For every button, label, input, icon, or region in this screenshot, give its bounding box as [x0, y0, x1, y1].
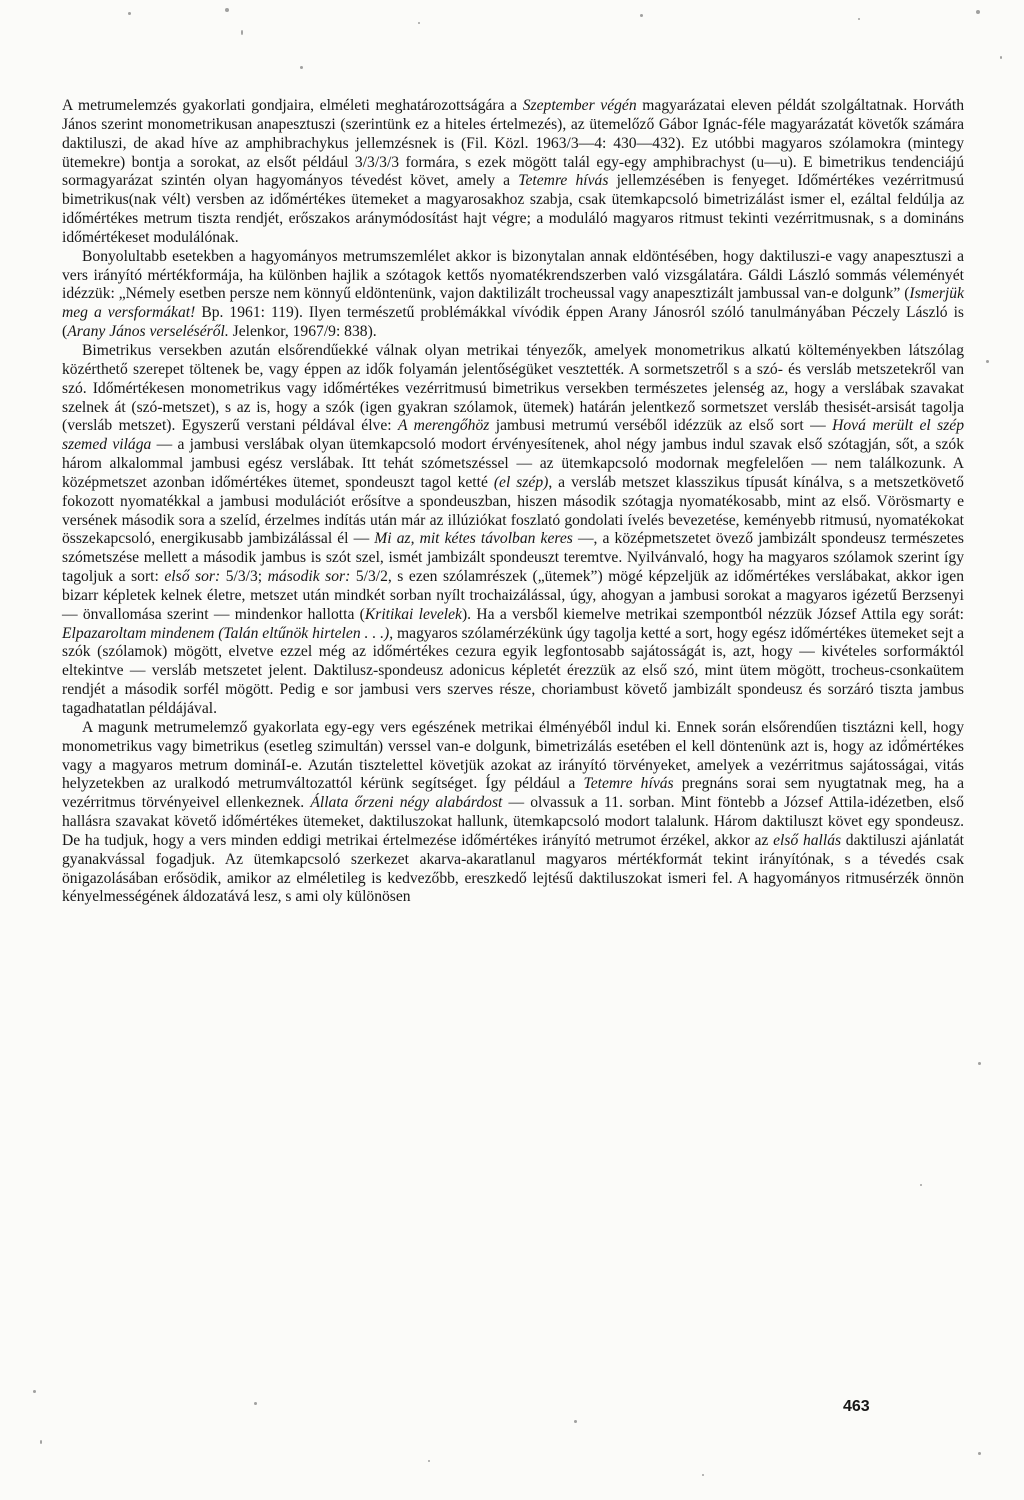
article-body: [62, 97, 964, 907]
scan-speckle: [33, 1390, 36, 1393]
text-run: —, a középmetszetet övező jambizált spondeusz természetes szómetszése mellett a második jambus is szót szel, ismét jambizált spondeuszt teremtve. Nyilvánvaló, hogy ha magyaros szólamok szerint így tagoljuk a sort:: [62, 530, 965, 586]
italic-text: Hová merült el szép szemed világa: [62, 417, 965, 454]
scan-speckle: [300, 66, 303, 69]
text-run: — a jambusi verslábak olyan ütemkapcsoló modort érvényesítenek, ahol négy jambus indul szavak első szótagján, sőt, a szók három alkalommal jambusi egész verslábak. Itt tehát szómetszéssel — az ütemkapcsoló modornak megfelelően — nem találkozunk. A középmetszet azonban időmértékes ütemet, spondeuszt tagol ketté: [62, 436, 964, 491]
scan-speckle: [40, 1440, 42, 1444]
scan-speckle: [128, 12, 131, 15]
scan-speckle: [978, 1062, 981, 1065]
scan-speckle: [920, 1184, 922, 1186]
paragraph: [62, 342, 964, 719]
scan-speckle: [241, 30, 243, 35]
paragraph: [62, 97, 964, 248]
scan-speckle: [428, 1460, 430, 1462]
scan-speckle: [1000, 56, 1002, 59]
scan-speckle: [254, 1402, 257, 1405]
text-run: ). Ha a versből kiemelve metrikai szempontból nézzük József Attila egy sorát:: [461, 605, 965, 623]
italic-text: Tetemre hívás: [583, 775, 674, 793]
scan-speckle: [858, 18, 860, 20]
italic-text: Mi az, mit kétes távolban keres: [374, 530, 573, 548]
scan-speckle: [978, 1452, 981, 1455]
page-number: 463: [843, 1398, 870, 1415]
text-run: 5/3/3;: [220, 568, 268, 586]
text-run: Bonyolultabb esetekben a hagyományos metrumszemlélet akkor is bizonytalan annak eldöntésében, hogy daktiluszi-e vagy anapesztuszi a vers irányító mértékformája, ha különben hajlik a szótagok kettős nyomatékrendszerben való vizsgálatára. Gáldi László sommás véleményét idézzük: „Némely esetben persze nem könnyű eldöntenünk, vajon daktilizált trocheussal vagy anapesztizált jambussal van-e dolgunk” (: [62, 247, 964, 303]
scan-speckle: [702, 1474, 704, 1476]
italic-text: Állata őrzeni négy alabárdost: [310, 794, 503, 812]
text-run: A metrumelemzés gyakorlati gondjaira, elméleti meghatározottságára a: [62, 97, 523, 114]
italic-text: A merengőhöz: [398, 417, 490, 435]
text-run: Bimetrikus versekben azután elsőrendűekké válnak olyan metrikai tényezők, amelyek monometrikus alkatú költeményekben látszólag közérthető szerepet töltenek be, vagy éppen az idők folyamán jelentőségüket vesztették. A sormetszetről s a szó- és versláb metszetekről van szó. Időmértékesen monometrikus vagy időmértékes vezérritmusú bimetrikus versekben természetes jelenség az, hogy a verslábak szavakat szelnek át (szó-metszet), s az is, hogy a szók (igen gyakran szólamok, ütemek) határán jelentkező sormetszet versláb thesisét-arsisát tagolja (versláb metszet). Egyszerű verstani példával élve:: [62, 341, 964, 435]
italic-text: első sor:: [164, 568, 221, 586]
italic-text: Tetemre hívás: [518, 172, 609, 190]
text-run: A magunk metrumelemző gyakorlata egy-egy vers egészének metrikai élményéből indul ki. Ennek során elsőrendűen tisztázni kell, hogy monometrikus vagy bimetrikus (esetleg szimultán) verssel van-e dolgunk, bimetrizálás esetében el kell döntenünk azt is, hogy az időmértékes vagy a magyaros metrum domináI-e. Azután tisztelettel követjük azokat az irányító törvényeket, amelyek a vezérritmus sajátosságai, vitás helyzetekben az uralkodó metrumváltozattól kérünk segítséget. Így például a: [62, 718, 964, 793]
text-run: Bp. 1961: 119). Ilyen természetű problémákkal vívódik éppen Arany Jánosról szóló tanulmányában Péczely László is (: [62, 304, 964, 341]
paragraph: [62, 248, 964, 342]
text-run: magyarázatai eleven példát szolgáltatnak. Horváth János szerint monometrikusan anapesztuszi (szerintünk ez a hiteles értelmezés), az ütemelőző Gábor Ignác-féle magyarázatát követők számára daktiluszi, de akad híve az amphibrachykus jellemzésnek is (Fil. Közl. 1963/3—4: 430—432). Ez utóbbi magyaros szólamokra (mintegy ütemekre) bontja a sorokat, az elsőt például 3/3/3/3 formára, s ezek mögött talál egy-egy amphibrachyst (u—u). E bimetrikus tendenciájú sormagyarázat szintén olyan hagyományos tévedést követ, amely a: [62, 97, 964, 190]
scan-speckle: [976, 10, 980, 14]
scan-speckle: [640, 14, 643, 17]
italic-text: Kritikai levelek: [364, 605, 462, 623]
italic-text: második sor:: [267, 568, 351, 586]
text-run: , magyaros szólamérzékünk úgy tagolja ketté a sort, hogy egész időmértékes ütemeket sejt a szók (szólamok) mögött, elvetve ezzel még az időmértékes cezura egyik legfontosabb sajátosságát is, azt, hogy — kivételes sorformáktól eltekintve — versláb metszetet jelent. Daktilusz-spondeusz adonicus képletét érezzük az első szó, mint ütem mögött, trocheus-csonkaütem rendjét a második sorfél mögött. Pedig e sor jambusi vers szerves része, choriambust követő jambizált spondeusz és sorzáró tiszta jambus tagadhatatlan példájával.: [62, 624, 964, 717]
text-run: pregnáns sorai sem nyugtatnak meg, ha a vezérritmus törvényeivel ellenkeznek.: [62, 775, 965, 812]
scan-speckle: [418, 22, 420, 24]
scan-speckle: [986, 360, 989, 363]
text-run: daktiluszi ajánlatát gyanakvással fogadjuk. Az ütemkapcsoló szerkezet akarva-akaratlanul magyaros mértékformát tekint irányítónak, s a tévedés csak önigazolásában erősödik, amikor az elméletileg is kedvezőbb, ereszkedő lejtésű daktiluszokat ismeri fel. A hagyományos ritmusérzék önnön kényelmességének áldozatává lesz, s ami oly különösen: [62, 831, 964, 906]
text-run: , a versláb metszet klasszikus típusát kínálva, s a metszetkövető fokozott nyomatékkal a jambusi modulációt erősítve a spondeuszban, hiszen második szótagja nyomatékosabb, mint az első. Vörösmarty e versének második sora a szelíd, érzelmes indítás után már az illúziókat foszlató gondolati ívelés bevezetése, keményebb ritmusú, nyomatékokat összekapcsoló, energikusabb jambizálással él —: [62, 473, 964, 548]
text-run: 5/3/2, s ezen szólamrészek („ütemek”) mögé képzeljük az időmértékes verslábakat, akkor igen bizarr képletek kelnek életre, metszet után mindkét sorban nyílt trochaizálással, úgy, ahogyan a jambusi sorokat a magyaros igézetű Berzsenyi — önvallomása szerint — mindenkor hallotta (: [62, 568, 964, 623]
italic-text: Arany János verseléséről.: [67, 323, 229, 341]
italic-text: Ismerjük meg a versformákat!: [62, 285, 964, 322]
text-run: jambusi metrumú verséből idézzük az első sort —: [489, 417, 833, 435]
italic-text: Elpazaroltam mindenem (Talán eltűnök hirtelen . . .): [62, 624, 390, 642]
text-run: Jelenkor, 1967/9: 838).: [228, 323, 377, 341]
paragraph: [62, 719, 964, 907]
text-run: jellemzésében is fenyeget. Időmértékes vezérritmusú bimetrikus(nak vélt) versben az időmértékes ütemeket a magyarosakhoz szabja, csak ütemkapcsoló bimetrizálást ismer el, ezáltal feldúlja az időmértékes metrum tiszta rendjét, erőszakos aránymódosítást hajt végre; a moduláló magyaros ritmust tekinti vezérritmusnak, s a domináns időmértékeset modulálónak.: [62, 172, 964, 246]
scan-speckle: [225, 8, 229, 12]
scan-speckle: [574, 1420, 577, 1423]
italic-text: Szeptember végén: [522, 97, 637, 114]
text-run: — olvassuk a 11. sorban. Mint föntebb a József Attila-idézetben, első hallásra szavakat követő időmértékes ütemeket, daktiluszokat hallunk, ütemkapcsoló modort talalunk. Három daktiluszt követ egy spondeusz. De ha tudjuk, hogy a vers minden eddigi metrikai értelmezése időmértékes irányító metrumot érzékel, akkor az: [62, 794, 964, 849]
italic-text: első hallás: [773, 831, 842, 849]
italic-text: (el szép): [493, 473, 549, 491]
